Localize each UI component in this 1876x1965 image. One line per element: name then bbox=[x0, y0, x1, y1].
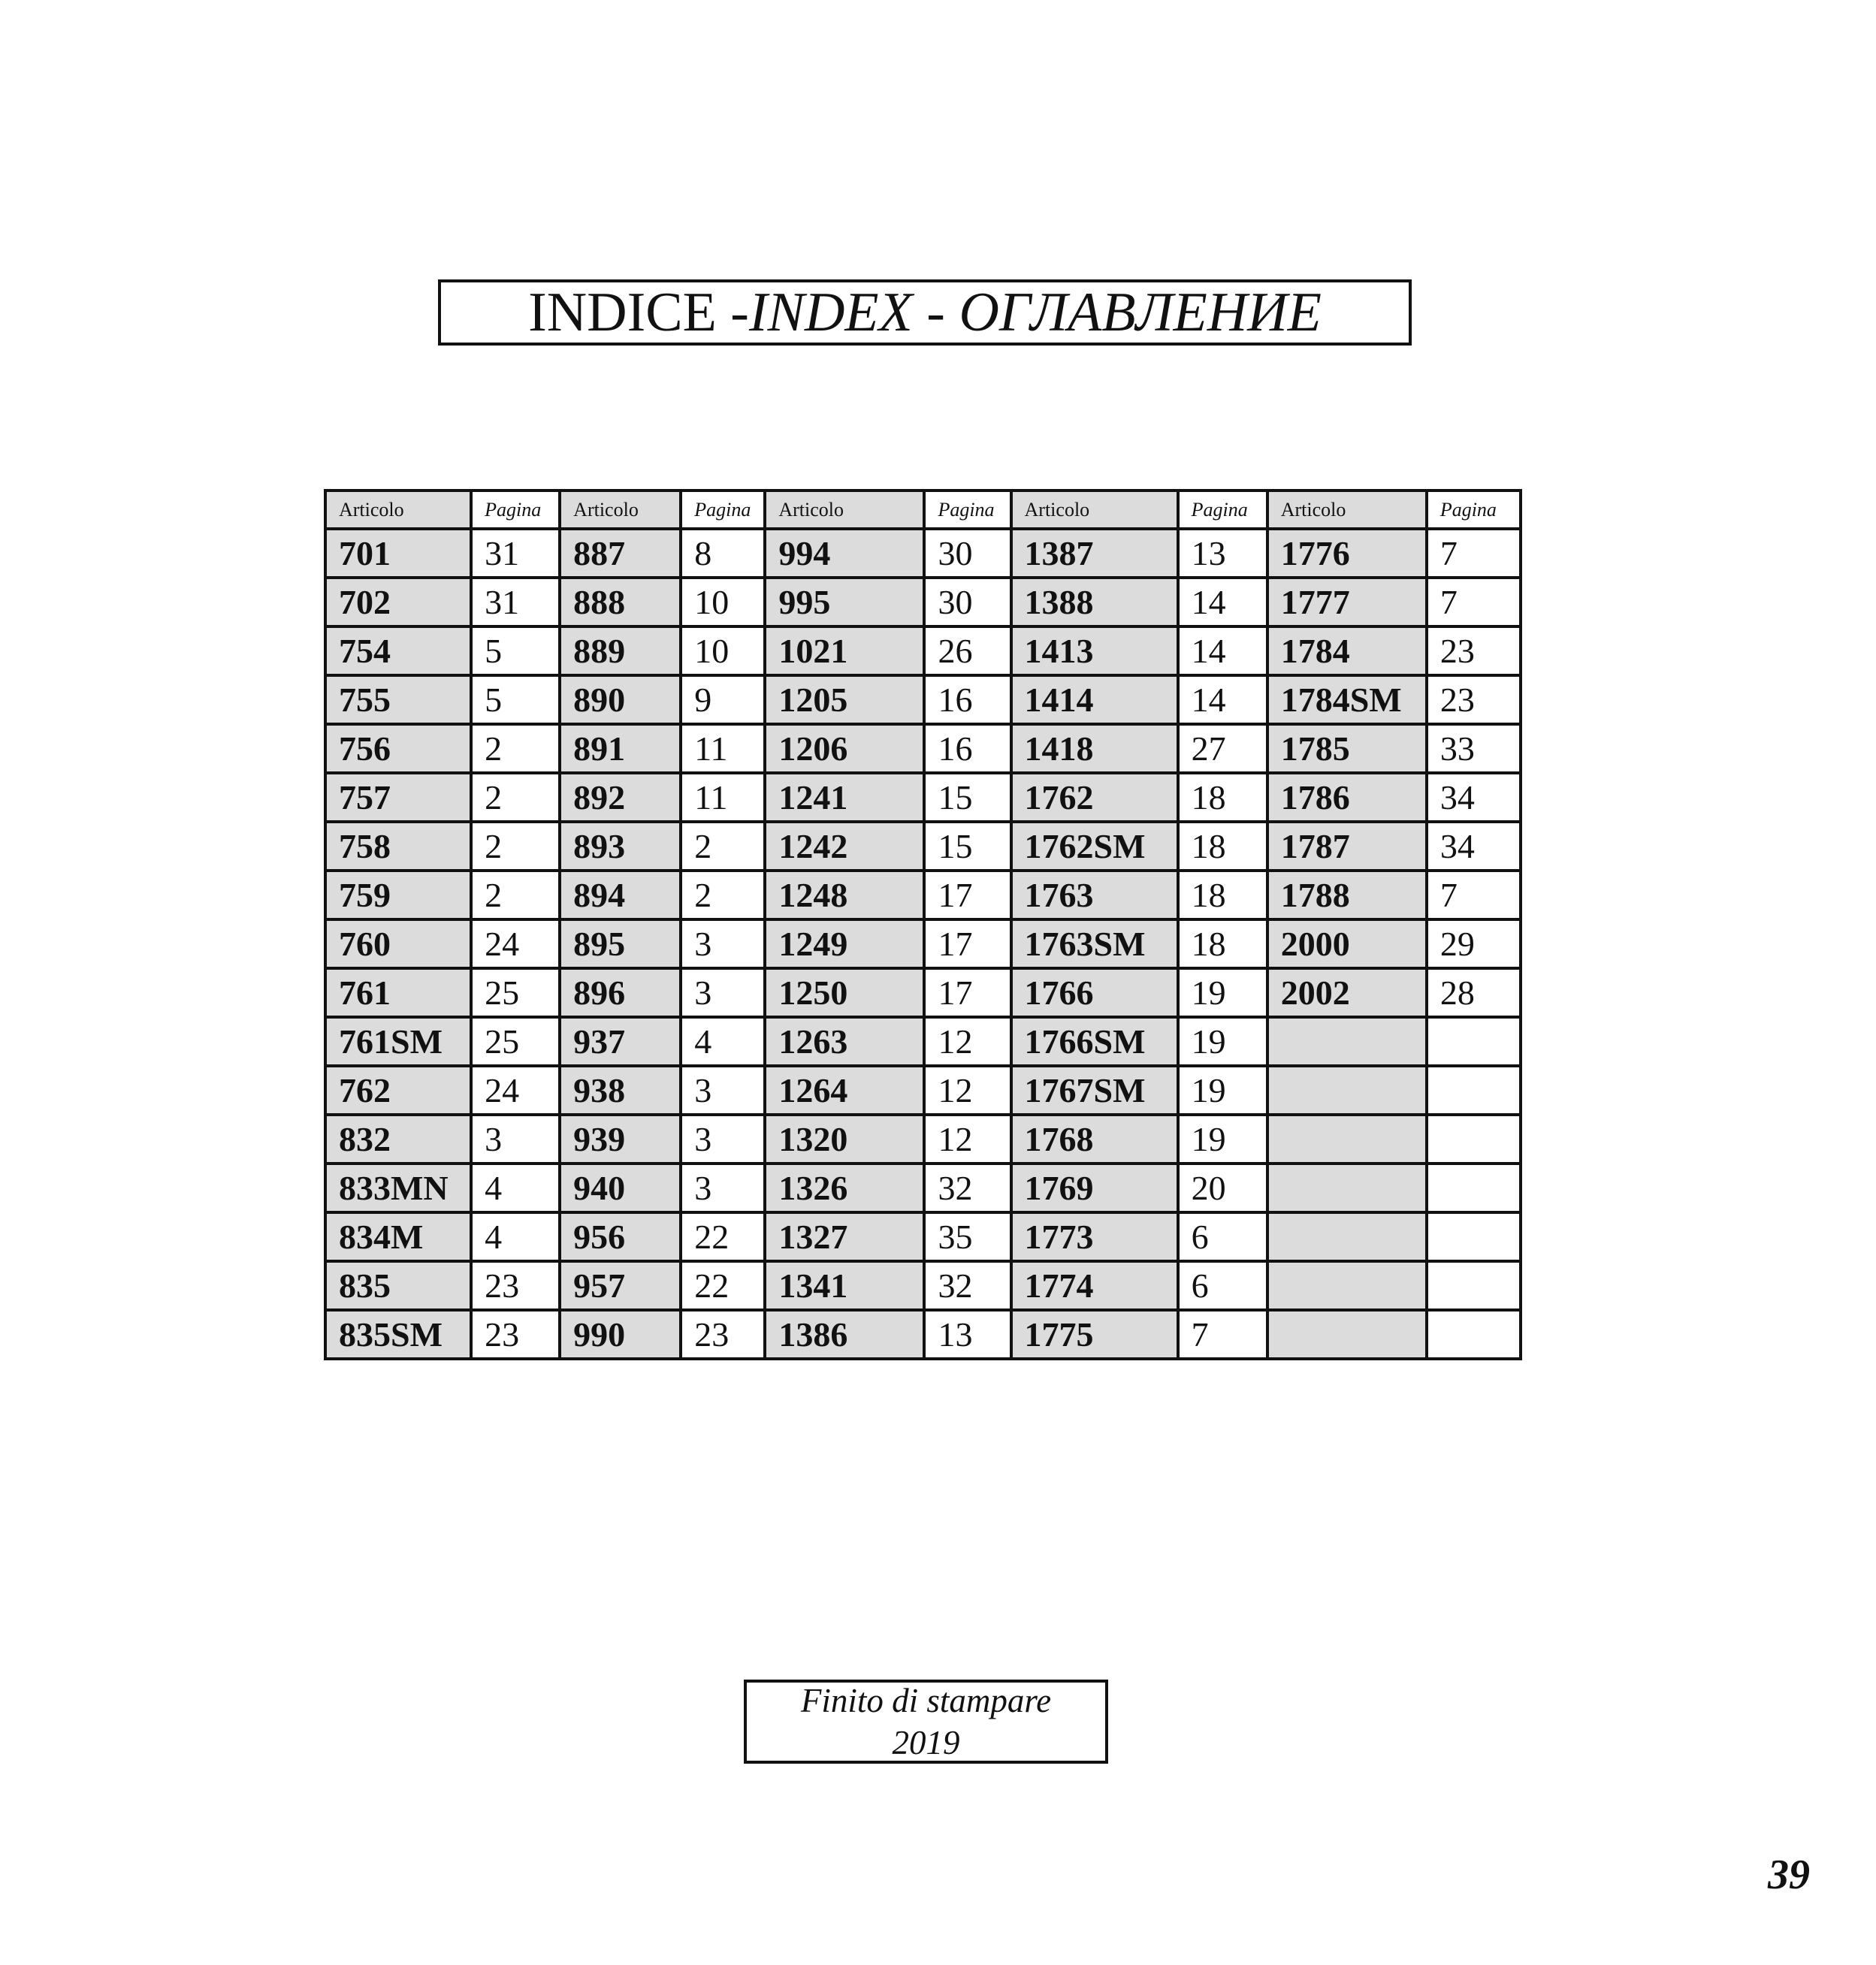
page-cell: 32 bbox=[924, 1261, 1011, 1310]
page-cell: 27 bbox=[1178, 724, 1267, 773]
page-cell: 26 bbox=[924, 626, 1011, 675]
table-row bbox=[325, 1017, 1521, 1066]
article-cell: 887 bbox=[560, 529, 681, 578]
page-cell: 19 bbox=[1178, 1115, 1267, 1164]
table-header-row bbox=[325, 490, 1521, 529]
article-cell bbox=[1267, 1261, 1427, 1310]
article-cell: 1776 bbox=[1267, 529, 1427, 578]
page-cell bbox=[1427, 1310, 1521, 1359]
article-cell: 1784 bbox=[1267, 626, 1427, 675]
table-row bbox=[325, 919, 1521, 968]
article-cell: 1762 bbox=[1011, 773, 1178, 822]
article-cell: 894 bbox=[560, 871, 681, 919]
article-cell: 1766SM bbox=[1011, 1017, 1178, 1066]
page-cell: 34 bbox=[1427, 822, 1521, 871]
page-cell bbox=[1427, 1115, 1521, 1164]
article-cell: 1788 bbox=[1267, 871, 1427, 919]
page-cell: 25 bbox=[471, 1017, 560, 1066]
index-title bbox=[438, 279, 1412, 346]
article-cell: 1241 bbox=[765, 773, 924, 822]
page-cell: 14 bbox=[1178, 675, 1267, 724]
page-cell: 3 bbox=[471, 1115, 560, 1164]
table-row bbox=[325, 773, 1521, 822]
page-cell: 30 bbox=[924, 578, 1011, 626]
page-cell: 16 bbox=[924, 724, 1011, 773]
article-cell bbox=[1267, 1066, 1427, 1115]
article-cell: 939 bbox=[560, 1115, 681, 1164]
page-cell: 28 bbox=[1427, 968, 1521, 1017]
page-number: 39 bbox=[1768, 1852, 1810, 1898]
article-cell: 1786 bbox=[1267, 773, 1427, 822]
page-cell: 12 bbox=[924, 1017, 1011, 1066]
page-cell: 30 bbox=[924, 529, 1011, 578]
page-cell: 12 bbox=[924, 1066, 1011, 1115]
article-cell: 757 bbox=[325, 773, 471, 822]
header-articolo: Articolo bbox=[560, 490, 681, 529]
article-cell: 990 bbox=[560, 1310, 681, 1359]
article-cell: 1773 bbox=[1011, 1212, 1178, 1261]
page-cell: 23 bbox=[471, 1310, 560, 1359]
page-cell: 2 bbox=[471, 773, 560, 822]
article-cell: 1206 bbox=[765, 724, 924, 773]
article-cell: 1388 bbox=[1011, 578, 1178, 626]
page-cell: 2 bbox=[471, 724, 560, 773]
article-cell: 834M bbox=[325, 1212, 471, 1261]
page-cell: 23 bbox=[1427, 626, 1521, 675]
article-cell: 1762SM bbox=[1011, 822, 1178, 871]
article-cell: 893 bbox=[560, 822, 681, 871]
table-row bbox=[325, 1115, 1521, 1164]
article-cell: 1787 bbox=[1267, 822, 1427, 871]
article-cell: 702 bbox=[325, 578, 471, 626]
page-cell bbox=[1427, 1017, 1521, 1066]
table-row bbox=[325, 578, 1521, 626]
article-cell: 759 bbox=[325, 871, 471, 919]
page-cell: 11 bbox=[681, 773, 765, 822]
page-cell: 23 bbox=[1427, 675, 1521, 724]
page-cell: 6 bbox=[1178, 1212, 1267, 1261]
article-cell: 895 bbox=[560, 919, 681, 968]
article-cell: 1784SM bbox=[1267, 675, 1427, 724]
page-cell: 13 bbox=[1178, 529, 1267, 578]
article-cell: 1341 bbox=[765, 1261, 924, 1310]
page-cell: 3 bbox=[681, 1115, 765, 1164]
page-cell: 9 bbox=[681, 675, 765, 724]
page-cell: 22 bbox=[681, 1261, 765, 1310]
page-cell bbox=[1427, 1212, 1521, 1261]
article-cell: 760 bbox=[325, 919, 471, 968]
article-cell: 832 bbox=[325, 1115, 471, 1164]
article-cell: 761 bbox=[325, 968, 471, 1017]
article-cell: 762 bbox=[325, 1066, 471, 1115]
article-cell: 758 bbox=[325, 822, 471, 871]
article-cell: 1766 bbox=[1011, 968, 1178, 1017]
article-cell: 956 bbox=[560, 1212, 681, 1261]
article-cell: 1327 bbox=[765, 1212, 924, 1261]
page-cell: 18 bbox=[1178, 822, 1267, 871]
article-cell: 957 bbox=[560, 1261, 681, 1310]
page-cell: 4 bbox=[471, 1164, 560, 1212]
page-cell: 17 bbox=[924, 871, 1011, 919]
article-cell: 1418 bbox=[1011, 724, 1178, 773]
table-row bbox=[325, 968, 1521, 1017]
page-cell: 32 bbox=[924, 1164, 1011, 1212]
page-cell: 6 bbox=[1178, 1261, 1267, 1310]
header-articolo: Articolo bbox=[765, 490, 924, 529]
table-row bbox=[325, 675, 1521, 724]
header-pagina: Pagina bbox=[924, 490, 1011, 529]
page-cell: 17 bbox=[924, 919, 1011, 968]
page-cell: 31 bbox=[471, 578, 560, 626]
page-cell: 15 bbox=[924, 773, 1011, 822]
page-cell: 14 bbox=[1178, 578, 1267, 626]
header-articolo: Articolo bbox=[1267, 490, 1427, 529]
article-cell: 1386 bbox=[765, 1310, 924, 1359]
page-cell: 19 bbox=[1178, 1017, 1267, 1066]
page-cell: 25 bbox=[471, 968, 560, 1017]
table-row bbox=[325, 724, 1521, 773]
article-cell: 1320 bbox=[765, 1115, 924, 1164]
article-cell: 995 bbox=[765, 578, 924, 626]
index-title-upright: INDICE - bbox=[528, 282, 749, 343]
page-cell: 24 bbox=[471, 919, 560, 968]
index-table bbox=[324, 489, 1522, 1360]
header-pagina: Pagina bbox=[471, 490, 560, 529]
print-year: 2019 bbox=[892, 1724, 960, 1761]
page-cell: 7 bbox=[1178, 1310, 1267, 1359]
page-cell: 10 bbox=[681, 578, 765, 626]
article-cell: 1249 bbox=[765, 919, 924, 968]
page-cell: 19 bbox=[1178, 968, 1267, 1017]
article-cell: 756 bbox=[325, 724, 471, 773]
page-cell: 18 bbox=[1178, 871, 1267, 919]
page-cell: 34 bbox=[1427, 773, 1521, 822]
article-cell: 896 bbox=[560, 968, 681, 1017]
article-cell: 754 bbox=[325, 626, 471, 675]
article-cell: 994 bbox=[765, 529, 924, 578]
header-pagina: Pagina bbox=[681, 490, 765, 529]
article-cell: 892 bbox=[560, 773, 681, 822]
table-row bbox=[325, 1261, 1521, 1310]
article-cell: 1777 bbox=[1267, 578, 1427, 626]
article-cell: 1250 bbox=[765, 968, 924, 1017]
page-cell: 18 bbox=[1178, 919, 1267, 968]
page-cell: 3 bbox=[681, 1164, 765, 1212]
article-cell bbox=[1267, 1310, 1427, 1359]
page-cell: 19 bbox=[1178, 1066, 1267, 1115]
print-notice-text: Finito di stampare bbox=[800, 1681, 1052, 1719]
article-cell bbox=[1267, 1164, 1427, 1212]
article-cell: 1387 bbox=[1011, 529, 1178, 578]
page-cell: 12 bbox=[924, 1115, 1011, 1164]
page-cell: 24 bbox=[471, 1066, 560, 1115]
table-row bbox=[325, 822, 1521, 871]
article-cell: 1785 bbox=[1267, 724, 1427, 773]
table-row bbox=[325, 1164, 1521, 1212]
article-cell: 940 bbox=[560, 1164, 681, 1212]
article-cell: 889 bbox=[560, 626, 681, 675]
page-cell: 13 bbox=[924, 1310, 1011, 1359]
page-cell: 3 bbox=[681, 968, 765, 1017]
article-cell: 1413 bbox=[1011, 626, 1178, 675]
header-articolo: Articolo bbox=[325, 490, 471, 529]
article-cell: 2002 bbox=[1267, 968, 1427, 1017]
page-cell: 7 bbox=[1427, 871, 1521, 919]
page-cell: 2 bbox=[471, 822, 560, 871]
article-cell: 890 bbox=[560, 675, 681, 724]
table-row bbox=[325, 529, 1521, 578]
article-cell: 938 bbox=[560, 1066, 681, 1115]
article-cell: 701 bbox=[325, 529, 471, 578]
page-cell: 23 bbox=[471, 1261, 560, 1310]
table-row bbox=[325, 626, 1521, 675]
page-cell: 2 bbox=[471, 871, 560, 919]
page-cell: 4 bbox=[471, 1212, 560, 1261]
article-cell: 2000 bbox=[1267, 919, 1427, 968]
table-row bbox=[325, 1066, 1521, 1115]
page-cell: 35 bbox=[924, 1212, 1011, 1261]
page-cell: 7 bbox=[1427, 578, 1521, 626]
page-cell: 8 bbox=[681, 529, 765, 578]
page-cell bbox=[1427, 1164, 1521, 1212]
page-cell: 2 bbox=[681, 871, 765, 919]
article-cell: 1775 bbox=[1011, 1310, 1178, 1359]
article-cell: 1769 bbox=[1011, 1164, 1178, 1212]
header-pagina: Pagina bbox=[1178, 490, 1267, 529]
article-cell: 1326 bbox=[765, 1164, 924, 1212]
article-cell: 1768 bbox=[1011, 1115, 1178, 1164]
article-cell: 1248 bbox=[765, 871, 924, 919]
article-cell: 1767SM bbox=[1011, 1066, 1178, 1115]
page-cell: 15 bbox=[924, 822, 1011, 871]
page-cell: 3 bbox=[681, 919, 765, 968]
page-cell: 10 bbox=[681, 626, 765, 675]
article-cell: 1763 bbox=[1011, 871, 1178, 919]
index-title-italic: INDEX - ОГЛАВЛЕНИЕ bbox=[748, 282, 1322, 343]
page-cell: 2 bbox=[681, 822, 765, 871]
page-cell bbox=[1427, 1261, 1521, 1310]
page-cell: 23 bbox=[681, 1310, 765, 1359]
page-cell: 5 bbox=[471, 626, 560, 675]
page-cell: 33 bbox=[1427, 724, 1521, 773]
page-cell: 18 bbox=[1178, 773, 1267, 822]
page-cell: 5 bbox=[471, 675, 560, 724]
article-cell: 1774 bbox=[1011, 1261, 1178, 1310]
page-cell: 3 bbox=[681, 1066, 765, 1115]
article-cell: 1414 bbox=[1011, 675, 1178, 724]
article-cell: 888 bbox=[560, 578, 681, 626]
article-cell: 1263 bbox=[765, 1017, 924, 1066]
article-cell: 833MN bbox=[325, 1164, 471, 1212]
page-cell: 11 bbox=[681, 724, 765, 773]
page-cell: 29 bbox=[1427, 919, 1521, 968]
page-cell: 4 bbox=[681, 1017, 765, 1066]
page-cell: 31 bbox=[471, 529, 560, 578]
article-cell: 1763SM bbox=[1011, 919, 1178, 968]
article-cell: 1021 bbox=[765, 626, 924, 675]
article-cell: 755 bbox=[325, 675, 471, 724]
header-articolo: Articolo bbox=[1011, 490, 1178, 529]
page-cell: 14 bbox=[1178, 626, 1267, 675]
page-cell: 17 bbox=[924, 968, 1011, 1017]
table-body bbox=[325, 529, 1521, 1359]
page-cell: 16 bbox=[924, 675, 1011, 724]
page-cell bbox=[1427, 1066, 1521, 1115]
table-row bbox=[325, 1310, 1521, 1359]
print-notice bbox=[744, 1680, 1108, 1764]
article-cell: 761SM bbox=[325, 1017, 471, 1066]
article-cell: 1205 bbox=[765, 675, 924, 724]
header-pagina: Pagina bbox=[1427, 490, 1521, 529]
article-cell: 891 bbox=[560, 724, 681, 773]
page-cell: 22 bbox=[681, 1212, 765, 1261]
table-row bbox=[325, 871, 1521, 919]
article-cell: 835 bbox=[325, 1261, 471, 1310]
article-cell: 1242 bbox=[765, 822, 924, 871]
article-cell: 1264 bbox=[765, 1066, 924, 1115]
table-row bbox=[325, 1212, 1521, 1261]
article-cell: 937 bbox=[560, 1017, 681, 1066]
article-cell bbox=[1267, 1212, 1427, 1261]
page-cell: 20 bbox=[1178, 1164, 1267, 1212]
article-cell bbox=[1267, 1115, 1427, 1164]
article-cell: 835SM bbox=[325, 1310, 471, 1359]
article-cell bbox=[1267, 1017, 1427, 1066]
page-cell: 7 bbox=[1427, 529, 1521, 578]
